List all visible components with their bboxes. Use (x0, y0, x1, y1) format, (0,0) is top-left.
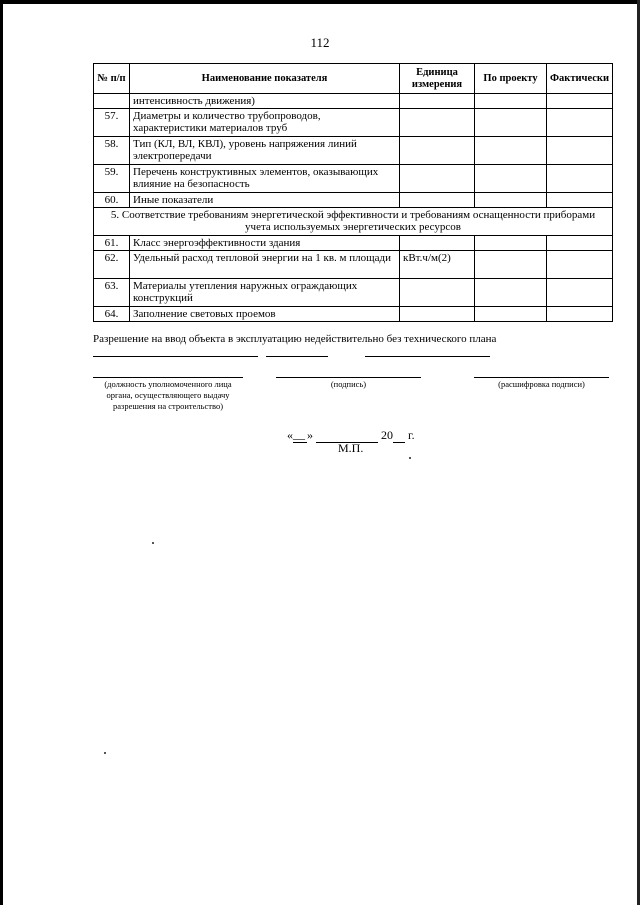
header-name: Наименование показателя (130, 64, 400, 94)
row-name: Удельный расход тепловой энергии на 1 кв. м площади (130, 251, 400, 279)
table-row (94, 165, 613, 193)
permission-note: Разрешение на ввод объекта в эксплуатацию недействительно без технического плана (93, 333, 497, 345)
row-num: 63. (94, 279, 130, 307)
page-number: 112 (310, 35, 330, 50)
scan-speck (104, 752, 106, 754)
row-unit (400, 137, 475, 165)
decoding-line (474, 377, 609, 378)
date-close-quote: » (307, 428, 313, 442)
row-unit (400, 109, 475, 137)
date-year-prefix: 20 (381, 428, 393, 442)
position-line (93, 377, 243, 378)
header-actual: Фактически (547, 64, 613, 94)
decoding-caption: (расшифровка подписи) (498, 379, 585, 389)
row-name: Заполнение световых проемов (130, 307, 400, 322)
stamp-placeholder: М.П. (338, 441, 364, 455)
row-num: 60. (94, 193, 130, 208)
signature-line (276, 377, 421, 378)
row-unit (400, 307, 475, 322)
scan-speck (152, 542, 154, 544)
scan-speck (409, 457, 411, 459)
table-row (94, 94, 613, 109)
section-row (94, 208, 613, 236)
date-day-blank: __ (293, 427, 305, 441)
row-name: Перечень конструктивных элементов, оказывающих влияние на безопасность (130, 165, 400, 193)
section-heading: 5. Соответствие требованиям энергетической эффективности и требованиям оснащенности приборами учета используемых энергетических ресурсов (94, 208, 613, 236)
fill-line (365, 356, 490, 357)
row-unit (400, 236, 475, 251)
row-unit (400, 193, 475, 208)
table-row (94, 251, 613, 279)
table-header-row (94, 64, 613, 94)
row-num: 58. (94, 137, 130, 165)
row-unit: кВт.ч/м(2) (400, 251, 475, 279)
page-border-left (0, 0, 3, 905)
row-name: Диаметры и количество трубопроводов, характеристики материалов труб (130, 109, 400, 137)
date-year-suffix: г. (408, 428, 415, 442)
table-row (94, 137, 613, 165)
fill-line (93, 356, 258, 357)
indicators-table (93, 63, 613, 322)
row-name: Иные показатели (130, 193, 400, 208)
row-num: 57. (94, 109, 130, 137)
date-open-quote: « (287, 428, 293, 442)
page-border-top (0, 0, 640, 4)
position-caption: (должность уполномоченного лица органа, осуществляющего выдачу разрешения на строительство) (104, 379, 232, 411)
row-num: 61. (94, 236, 130, 251)
continuation-cell: интенсивность движения) (130, 94, 400, 109)
row-unit (400, 279, 475, 307)
table-row (94, 109, 613, 137)
table-row (94, 236, 613, 251)
row-num: 64. (94, 307, 130, 322)
table-row (94, 307, 613, 322)
date-year-blank (393, 442, 405, 443)
header-project: По проекту (475, 64, 547, 94)
header-unit: Единица измерения (400, 64, 475, 94)
row-name: Тип (КЛ, ВЛ, КВЛ), уровень напряжения линий электропередачи (130, 137, 400, 165)
row-name: Материалы утепления наружных ограждающих конструкций (130, 279, 400, 307)
fill-line (266, 356, 328, 357)
row-name: Класс энергоэффективности здания (130, 236, 400, 251)
row-num: 62. (94, 251, 130, 279)
signature-caption: (подпись) (330, 379, 367, 389)
row-num: 59. (94, 165, 130, 193)
table-row (94, 279, 613, 307)
header-num: № п/п (94, 64, 130, 94)
table-row (94, 193, 613, 208)
row-unit (400, 165, 475, 193)
